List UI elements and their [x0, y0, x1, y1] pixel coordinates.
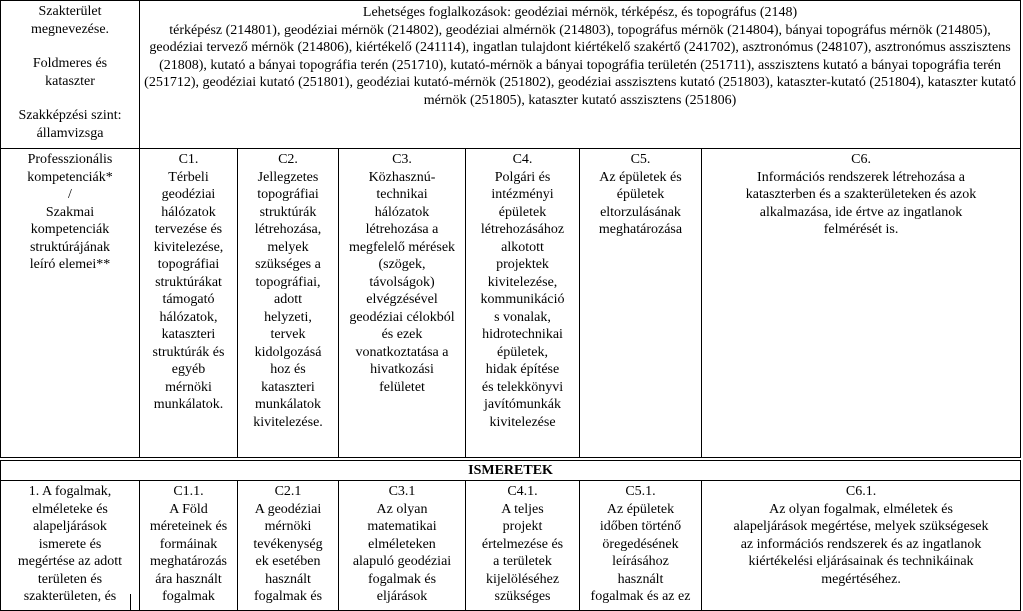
competency-text-line: Az épületek és	[599, 169, 682, 185]
knowledge-text-line: szükséges	[494, 589, 551, 604]
competency-cell-c6	[702, 149, 1021, 459]
knowledge-text-line: öregedésének	[602, 536, 679, 552]
competency-text-line: tervek	[270, 327, 306, 342]
competency-text-line: alkalmazása, ide értve az ingatlanok	[759, 204, 963, 220]
knowledge-text-line: megértéséhez.	[821, 571, 901, 587]
competency-cell-c3	[339, 149, 466, 459]
competency-text-line: struktúrák és	[152, 344, 225, 360]
knowledge-cell-c4-1	[466, 481, 580, 611]
knowledge-row	[1, 481, 1021, 611]
competency-text-line: felmérését is.	[823, 222, 899, 237]
competency-text-line: s vonalak,	[494, 309, 551, 325]
knowledge-code: C1.1.	[173, 484, 204, 499]
competency-text-line: Térbeli	[168, 169, 209, 185]
competency-code: C2.	[278, 152, 298, 167]
field-label-line: Szakterület	[38, 4, 102, 19]
competency-text-line: geodéziai célokból	[349, 309, 455, 325]
label-line: leíró elemei**	[29, 257, 111, 272]
competency-text-line: vonatkoztatása a	[355, 344, 449, 360]
knowledge-code: C5.1.	[625, 484, 656, 499]
label-line: szakterületen, és	[23, 589, 117, 604]
competency-cell-c2	[238, 149, 339, 459]
knowledge-text-line: eljárások	[376, 589, 428, 604]
label-line: megértése az adott	[17, 554, 123, 569]
competency-cell-c1	[140, 149, 238, 459]
knowledge-text-line: A geodéziai	[254, 501, 322, 517]
competency-text-line: kidolgozásá	[254, 344, 322, 360]
competency-text-line: támogató	[162, 292, 215, 307]
competency-text-line: távolságok)	[369, 274, 435, 290]
knowledge-text-line: elméleteken	[368, 536, 436, 552]
knowledge-text-line: az információs rendszerek és az ingatlanok	[740, 536, 982, 552]
competency-cell-c5	[580, 149, 702, 459]
competency-text-line: eltorzulásának	[600, 204, 681, 220]
competency-text-line: hálózatok	[161, 204, 216, 220]
competency-text-line: létrehozása,	[254, 222, 322, 237]
knowledge-cell-c6-1	[702, 481, 1021, 611]
knowledge-text-line: használt	[617, 571, 664, 587]
knowledge-text-line: Az épületek	[606, 501, 675, 517]
competency-text-line: tervezése és	[154, 222, 223, 237]
competency-text-line: projektek	[496, 257, 549, 272]
competency-text-line: kommunikáció	[480, 292, 565, 307]
knowledge-text-line: alapuló geodéziai	[352, 554, 452, 569]
competency-code: C1.	[178, 152, 199, 167]
competencies-label-cell	[1, 149, 140, 459]
competency-text-line: helyzeti,	[264, 309, 312, 325]
knowledge-text-line: Az olyan	[376, 501, 428, 517]
competency-text-line: elvégzésével	[366, 292, 438, 307]
field-cell	[1, 1, 140, 149]
competency-code: C6.	[851, 152, 871, 167]
label-line: területen és	[37, 571, 103, 587]
knowledge-text-line: a területek	[493, 554, 552, 569]
knowledge-text-line: kiértékelési eljárásainak és technikáinak	[748, 554, 974, 569]
competency-text-line: hidak építése	[485, 362, 560, 377]
competency-text-line: hálózatok	[374, 204, 430, 220]
competency-text-line: hoz és	[270, 362, 306, 377]
competency-text-line: épületek	[616, 187, 665, 202]
competency-text-line: munkálatok	[254, 397, 322, 412]
competency-text-line: és telekkönyvi	[481, 379, 564, 395]
competency-text-line: szükséges a	[255, 257, 321, 272]
competency-text-line: intézményi	[491, 187, 554, 202]
knowledge-code: C4.1.	[507, 484, 538, 499]
knowledge-text-line: meghatározás	[150, 554, 227, 569]
competency-text-line: kivitelezése	[489, 414, 556, 430]
knowledge-cell-c5-1	[580, 481, 702, 611]
competency-text-line: hivatkozási	[370, 362, 434, 377]
knowledge-text-line: alapeljárások megértése, melyek szükségesek	[733, 519, 989, 534]
knowledge-code: C3.1	[388, 484, 416, 499]
competency-text-line: topográfiai,	[255, 274, 321, 290]
label-line: Szakmai	[45, 204, 95, 220]
competency-text-line: alkotott	[501, 239, 544, 255]
knowledge-text-line: Az olyan fogalmak, elméletek és	[769, 501, 953, 517]
field-name-line: Foldmeres és	[32, 56, 108, 71]
competency-text-line: kataszterben és a szakterületeken és azok	[745, 187, 977, 202]
competency-cell-c4	[466, 149, 580, 459]
knowledge-text-line: mérnöki	[264, 519, 312, 534]
competency-text-line: Polgári és	[494, 169, 551, 185]
label-line: Professzionális	[27, 152, 113, 167]
occupations-list: térképész (214801), geodéziai mérnök (214802), geodéziai almérnök (214803), topográfus mérnök (214804), bányai topográfus mérnök (214805), geodéziai tervező mérnök (214806), kiértékelő (241114), ingatlan tulajdont kiértékelő szakértő (241702), asztronómus (248107), asztronómus asszisztens (21808), kutató a bányai topográfia terén (251710), kutató-mérnök a bányai topográfia területén (251711), asszisztens kutató a bányai topográfia terén (251712), geodéziai kutató (251801), geodéziai kutató-mérnök (251802), geodéziai asszisztens kutató (251803), kataszter-kutató (251804), kataszter kutató mérnök (251805), kataszter kutató asszisztens (251806)	[144, 22, 1016, 108]
competency-text-line: topográfiai	[157, 257, 220, 272]
knowledge-text-line: fogalmak és az ez	[590, 589, 691, 604]
knowledge-text-line: A teljes	[501, 501, 544, 517]
competency-text-line: épületek	[498, 204, 547, 220]
level-label-line: államvizsga	[36, 125, 104, 141]
label-line: kompetenciák	[30, 222, 110, 237]
occupations-cell	[140, 1, 1021, 149]
knowledge-text-line: használt	[265, 571, 311, 587]
competency-text-line: struktúrák	[259, 204, 317, 220]
knowledge-cell-c1-1	[140, 481, 238, 611]
knowledge-text-line: kijelöléséhez	[485, 571, 560, 587]
knowledge-cell-c2-1	[238, 481, 339, 611]
competency-code: C5.	[630, 152, 651, 167]
label-line: /	[68, 187, 72, 202]
competency-text-line: geodéziai	[161, 187, 216, 202]
label-line: alapeljárások	[33, 519, 107, 534]
text-cursor	[130, 594, 131, 611]
section-row	[1, 459, 1021, 481]
knowledge-text-line: ek esetében	[255, 554, 321, 569]
competency-text-line: (szögek,	[378, 257, 426, 272]
competencies-row	[1, 149, 1021, 459]
knowledge-text-line: A Föld	[169, 501, 208, 517]
competency-text-line: létrehozása a	[365, 222, 439, 237]
knowledge-text-line: értelmezése és	[481, 536, 564, 552]
competency-text-line: melyek	[267, 239, 309, 255]
competency-text-line: kivitelezése,	[487, 274, 558, 290]
competency-text-line: Információs rendszerek létrehozása a	[757, 169, 965, 185]
competency-text-line: struktúrákat	[155, 274, 222, 290]
competency-text-line: kivitelezése.	[253, 414, 323, 430]
level-label-line: Szakképzési szint:	[18, 108, 122, 123]
competency-text-line: adott	[274, 292, 302, 307]
knowledge-text-line: fogalmak és	[367, 571, 437, 587]
competency-text-line: felületet	[379, 379, 425, 395]
competency-text-line: kataszteri	[161, 327, 216, 342]
competency-text-line: hidrotechnikai	[482, 327, 563, 342]
competency-text-line: és ezek	[381, 327, 423, 342]
competency-code: C3.	[392, 152, 412, 167]
field-name-line: kataszter	[45, 73, 95, 89]
knowledge-text-line: fogalmak	[162, 589, 215, 604]
competency-text-line: technikai	[376, 187, 428, 202]
competency-text-line: Közhasznú-	[368, 169, 436, 185]
competency-text-line: egyéb	[171, 362, 206, 377]
knowledge-text-line: tevékenység	[253, 536, 323, 552]
competency-text-line: meghatározása	[598, 222, 683, 237]
knowledge-text-line: ára használt	[155, 571, 222, 587]
competency-text-line: topográfiai	[257, 187, 319, 202]
knowledge-cell-c3-1	[339, 481, 466, 611]
knowledge-text-line: formáinak	[159, 536, 218, 552]
knowledge-label-cell	[1, 481, 140, 611]
competency-text-line: munkálatok.	[153, 397, 224, 412]
competency-code: C4.	[512, 152, 533, 167]
knowledge-text-line: időben történő	[599, 519, 682, 534]
label-line: kompetenciák*	[27, 169, 113, 185]
knowledge-text-line: leírásához	[612, 554, 669, 569]
knowledge-code: C2.1	[274, 484, 302, 499]
header-row	[1, 1, 1021, 149]
section-title: ISMERETEK	[1, 459, 1021, 481]
label-line: elméleteke és	[32, 501, 108, 517]
label-line: 1. A fogalmak,	[28, 484, 112, 499]
competency-text-line: hálózatok,	[159, 309, 218, 325]
competency-text-line: javítómunkák	[484, 397, 561, 412]
knowledge-text-line: projekt	[502, 519, 543, 534]
competency-text-line: Jellegzetes	[257, 169, 319, 185]
competency-text-line: kivitelezése,	[153, 239, 224, 255]
knowledge-code: C6.1.	[845, 484, 877, 499]
competency-text-line: megfelelő mérések	[348, 239, 456, 255]
knowledge-text-line: méreteinek és	[149, 519, 228, 534]
competency-text-line: kataszteri	[261, 379, 315, 395]
competency-text-line: létrehozásához	[480, 222, 565, 237]
competency-text-line: épületek,	[497, 344, 548, 360]
occupations-title: Lehetséges foglalkozások: geodéziai mérnök, térképész, és topográfus (2148)	[362, 5, 798, 20]
field-label-line: megnevezése.	[30, 21, 110, 37]
competency-text-line: mérnöki	[165, 379, 212, 395]
knowledge-text-line: fogalmak és	[253, 589, 323, 604]
knowledge-text-line: matematikai	[367, 519, 437, 534]
label-line: ismerete és	[38, 536, 102, 552]
label-line: struktúrájának	[29, 239, 111, 255]
